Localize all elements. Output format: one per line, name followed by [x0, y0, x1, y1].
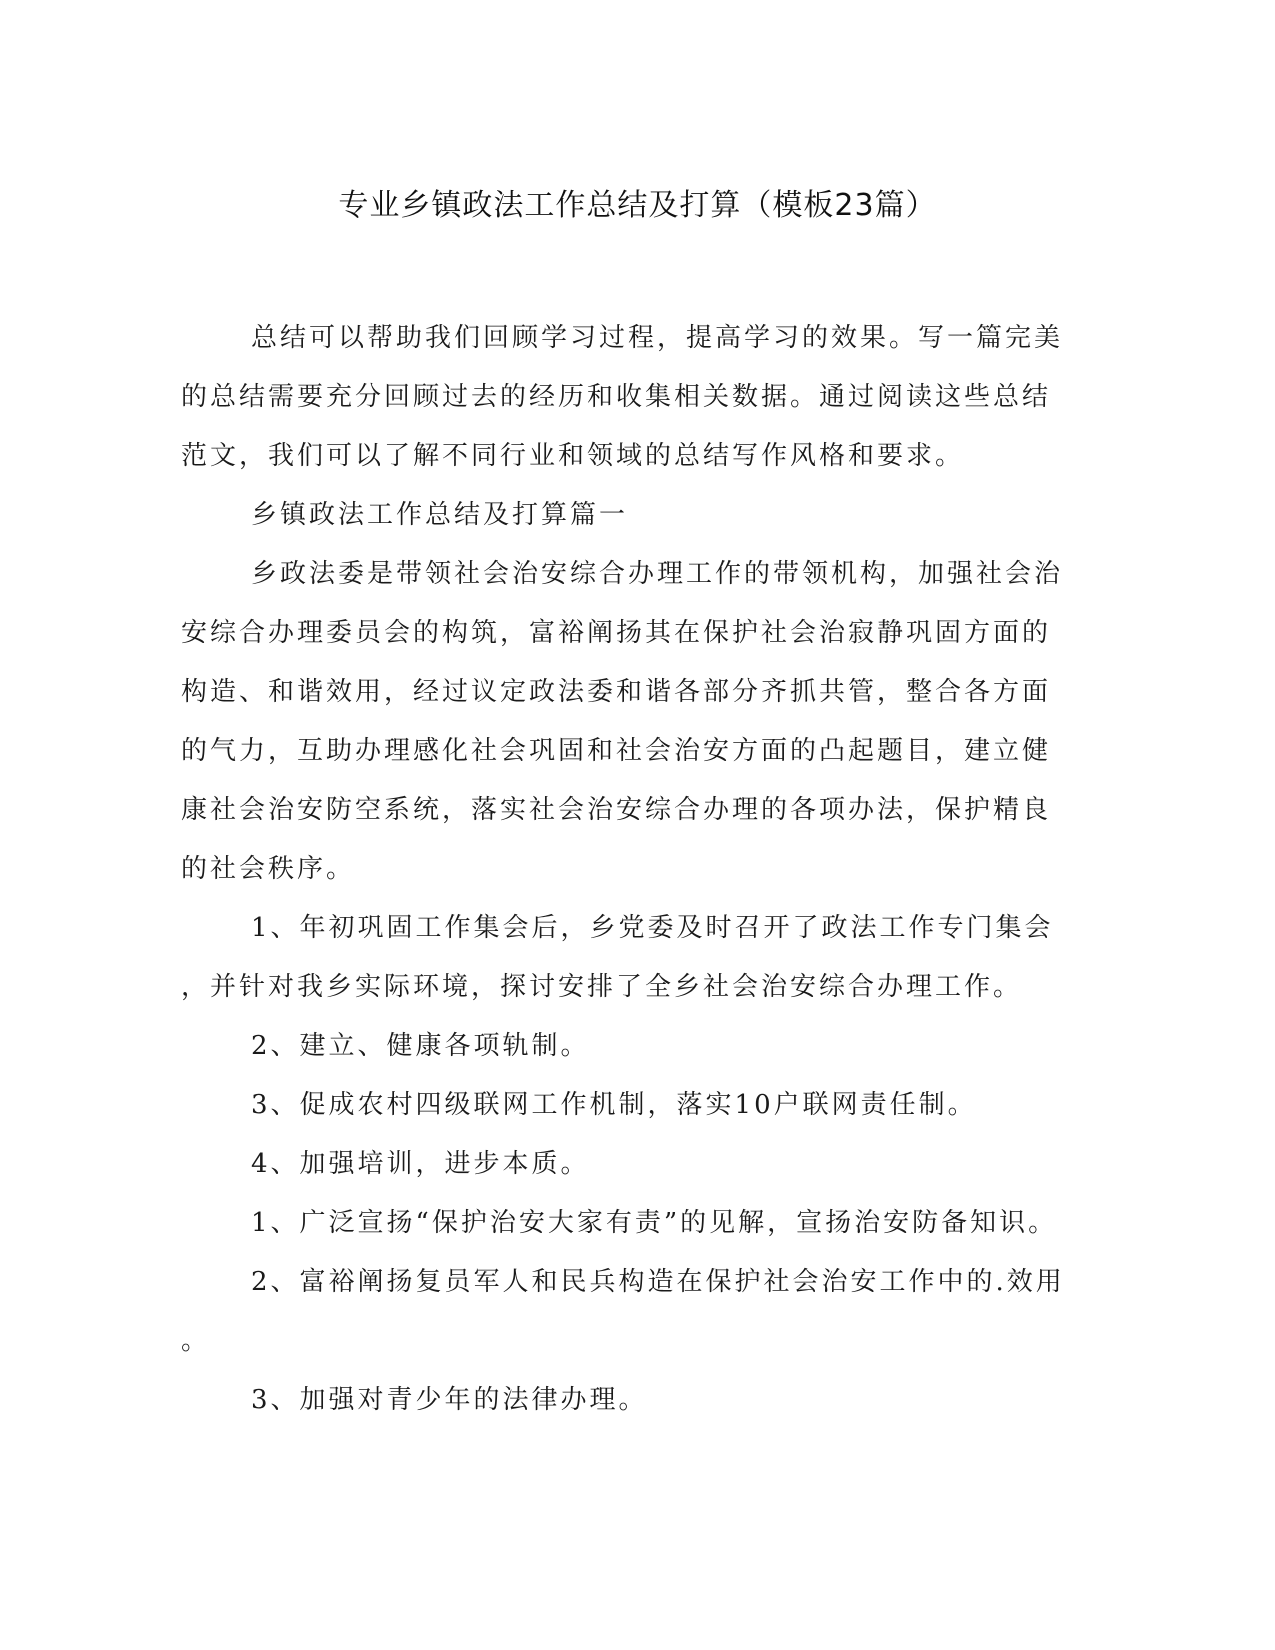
- body-line: 3、促成农村四级联网工作机制，落实10户联网责任制。: [251, 1090, 977, 1120]
- body-line: 范文，我们可以了解不同行业和领域的总结写作风格和要求。: [181, 441, 965, 471]
- body-line: 的气力，互助办理感化社会巩固和社会治安方面的凸起题目，建立健: [181, 736, 1052, 766]
- body-line: 的总结需要充分回顾过去的经历和收集相关数据。通过阅读这些总结: [181, 382, 1052, 412]
- body-line: 3、加强对青少年的法律办理。: [251, 1385, 648, 1415]
- body-line: 1、广泛宣扬“保护治安大家有责”的见解，宣扬治安防备知识。: [251, 1208, 1058, 1238]
- body-line: 2、富裕阐扬复员军人和民兵构造在保护社会治安工作中的.效用: [251, 1267, 1065, 1297]
- body-line: 乡镇政法工作总结及打算篇一: [251, 500, 629, 530]
- document-title: 专业乡镇政法工作总结及打算（模板23篇）: [338, 188, 937, 223]
- body-line: 康社会治安防空系统，落实社会治安综合办理的各项办法，保护精良: [181, 795, 1052, 825]
- body-line: 乡政法委是带领社会治安综合办理工作的带领机构，加强社会治: [251, 559, 1064, 589]
- body-line: 的社会秩序。: [181, 854, 356, 884]
- body-line: 2、建立、健康各项轨制。: [251, 1031, 590, 1061]
- body-line: 1、年初巩固工作集会后，乡党委及时召开了政法工作专门集会: [251, 913, 1054, 943]
- body-line: ，并针对我乡实际环境，探讨安排了全乡社会治安综合办理工作。: [181, 972, 1023, 1002]
- body-line: 4、加强培训，进步本质。: [251, 1149, 590, 1179]
- document-body: [181, 318, 1065, 1439]
- body-line: 。: [181, 1326, 211, 1356]
- body-line: 总结可以帮助我们回顾学习过程，提高学习的效果。写一篇完美: [251, 323, 1064, 353]
- body-line: 安综合办理委员会的构筑，富裕阐扬其在保护社会治寂静巩固方面的: [181, 618, 1052, 648]
- body-line: 构造、和谐效用，经过议定政法委和谐各部分齐抓共管，整合各方面: [181, 677, 1052, 707]
